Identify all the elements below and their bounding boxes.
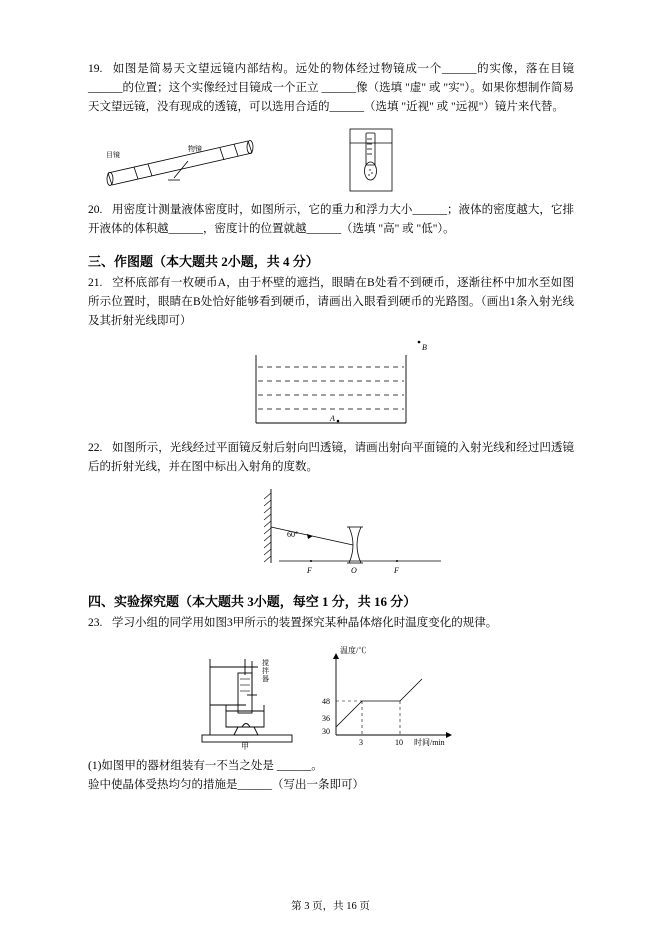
telescope-diagram: [88, 123, 574, 195]
svg-text:器: 器: [262, 675, 269, 683]
question-21-body: 空杯底部有一枚硬币A，由于杯壁的遮挡，眼睛在B处看不到硬币，逐渐往杯中加水至如图所示位置时，眼睛在B处恰好能够看到硬币，请画出入眼看到硬币的光路图。（画出1条入射光线及其折射光线即可）: [88, 277, 574, 327]
question-23: [88, 614, 574, 795]
question-23-text: [88, 614, 574, 633]
question-21-number: 21.: [88, 277, 103, 289]
label-temperature-axis: 温度/℃: [340, 646, 367, 655]
label-10: 10: [395, 738, 403, 747]
page-content: [88, 60, 574, 799]
question-21: [88, 274, 574, 433]
question-19-number: 19.: [88, 63, 103, 75]
question-19-text: [88, 60, 574, 117]
question-19: [88, 60, 574, 195]
melting-experiment-diagram: [186, 639, 476, 751]
label-focus-left: F: [307, 566, 312, 575]
label-objective: 物镜: [188, 145, 202, 153]
question-20-number: 20.: [88, 204, 103, 216]
question-20: [88, 201, 574, 239]
svg-text:拌: 拌: [262, 667, 269, 675]
mirror-lens-diagram: [201, 483, 461, 579]
question-21-figure: [88, 337, 574, 433]
cup-water-diagram: [206, 337, 456, 433]
question-19-figure: [88, 123, 574, 195]
label-fig-jia: 甲: [241, 742, 249, 751]
label-angle-60: 60°: [287, 530, 299, 539]
label-30: 30: [322, 727, 330, 736]
question-22-number: 22.: [88, 442, 103, 454]
question-22-body: 如图所示，光线经过平面镜反射后射向凹透镜，请画出射向平面镜的入射光线和经过凹透镜后的折射光线，并在图中标出入射角的度数。: [88, 442, 574, 473]
label-eyepiece: 目镜: [106, 151, 120, 159]
label-focus-right: F: [394, 566, 399, 575]
label-48: 48: [322, 697, 330, 706]
question-22-figure: [88, 483, 574, 579]
question-23-figure: [88, 639, 574, 751]
label-stirrer: 搅: [262, 659, 269, 667]
label-36: 36: [322, 714, 330, 723]
question-23-sub-1: (1)如图甲的器材组装有一不当之处是 ______。: [88, 760, 323, 772]
label-point-b: B: [422, 343, 427, 352]
question-23-number: 23.: [88, 617, 103, 629]
label-optical-center: O: [351, 566, 357, 575]
label-point-a: A: [330, 414, 335, 423]
question-19-body: 如图是简易天文望远镜内部结构。远处的物体经过物镜成一个______的实像，落在目镜______的位置；这个实像经过目镜成一个正立 ______像（选填 "虚" 或 "实"）。如果你想制作简易天文望远镜，没有现成的透镜，可以选用合适的______（选填 "近视" 或 "远视"）镜片来代替。: [88, 63, 574, 113]
question-20-text: [88, 201, 574, 239]
section-3-title: 三、作图题（本大题共 2小题，共 4 分）: [88, 254, 319, 269]
section-4-title: 四、实验探究题（本大题共 3小题，每空 1 分，共 16 分）: [88, 594, 417, 609]
question-21-text: [88, 274, 574, 331]
label-3: 3: [359, 738, 363, 747]
question-20-body: 用密度计测量液体密度时，如图所示，它的重力和浮力大小______；液体的密度越大，它排开液体的体积越______，密度计的位置就越______（选填 "高" 或 "低"）。: [88, 204, 574, 235]
page-footer: 第 3 页，共 16 页: [291, 901, 370, 912]
question-22: [88, 439, 574, 579]
question-23-body: 学习小组的同学用如图3甲所示的装置探究某种晶体熔化时温度变化的规律。: [112, 617, 498, 629]
label-time-axis: 时间/min: [414, 738, 445, 747]
question-22-text: [88, 439, 574, 477]
question-23-sub-2: 验中使晶体受热均匀的措施是______（写出一条即可）: [88, 779, 364, 791]
